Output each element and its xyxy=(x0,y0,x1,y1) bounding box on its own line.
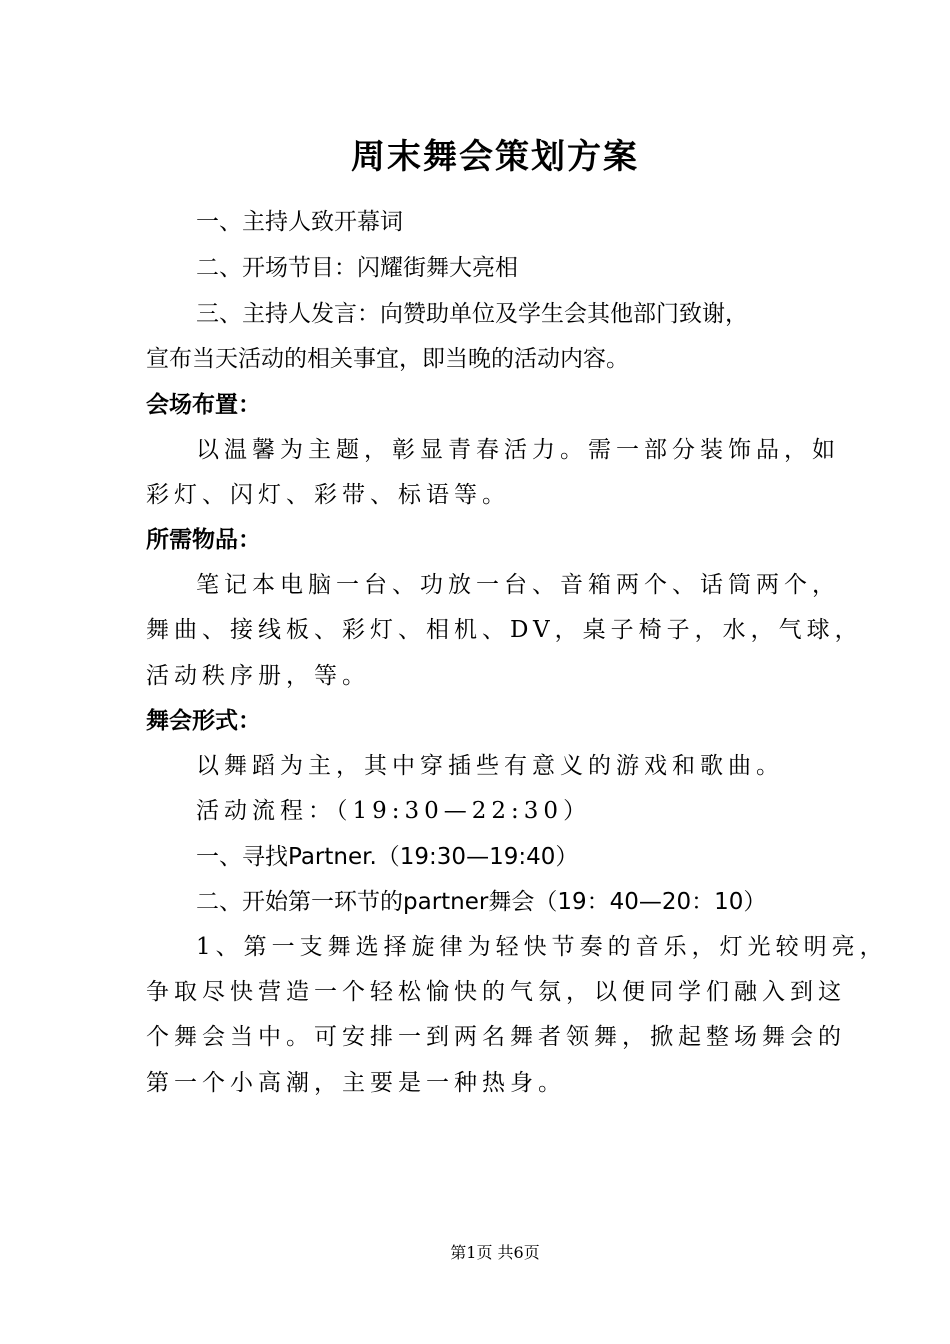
agenda-item-host-speech: 三、主持人发言：向赞助单位及学生会其他部门致谢， xyxy=(196,301,748,327)
schedule-item-partner-dance: 二、开始第一环节的partner舞会（19：40—20：10） xyxy=(196,889,767,915)
venue-text: 以温馨为主题，彰显青春活力。需一部分装饰品，如 xyxy=(196,437,840,463)
format-text: 以舞蹈为主，其中穿插些有意义的游戏和歌曲。 xyxy=(196,753,784,779)
agenda-item-opening-speech: 一、主持人致开幕词 xyxy=(196,209,403,235)
schedule-text: 活动流程：（19:30—22:30） xyxy=(196,798,592,824)
dance-description-cont: 争取尽快营造一个轻松愉快的气氛，以便同学们融入到这 xyxy=(146,979,846,1005)
agenda-item-host-speech-cont: 宣布当天活动的相关事宜，即当晚的活动内容。 xyxy=(146,346,629,372)
items-text: 笔记本电脑一台、功放一台、音箱两个、话筒两个， xyxy=(196,572,840,598)
agenda-item-opening-show: 二、开场节目：闪耀街舞大亮相 xyxy=(196,255,518,281)
page-title: 周末舞会策划方案 xyxy=(351,137,639,177)
section-heading-venue: 会场布置： xyxy=(146,392,261,418)
section-heading-format: 舞会形式： xyxy=(146,708,261,734)
dance-description-cont-2: 个舞会当中。可安排一到两名舞者领舞，掀起整场舞会的 xyxy=(146,1024,846,1050)
venue-text-cont: 彩灯、闪灯、彩带、标语等。 xyxy=(146,482,510,508)
dance-description: 1、第一支舞选择旋律为轻快节奏的音乐，灯光较明亮， xyxy=(196,934,888,960)
page-number: 第1页 共6页 xyxy=(450,1243,540,1262)
dance-description-end: 第一个小高潮，主要是一种热身。 xyxy=(146,1070,566,1096)
schedule-item-find-partner: 一、寻找Partner.（19:30—19:40） xyxy=(196,844,579,870)
items-text-cont: 舞曲、接线板、彩灯、相机、DV，桌子椅子，水，气球， xyxy=(146,617,863,643)
section-heading-items: 所需物品： xyxy=(146,527,261,553)
items-text-end: 活动秩序册，等。 xyxy=(146,663,370,689)
